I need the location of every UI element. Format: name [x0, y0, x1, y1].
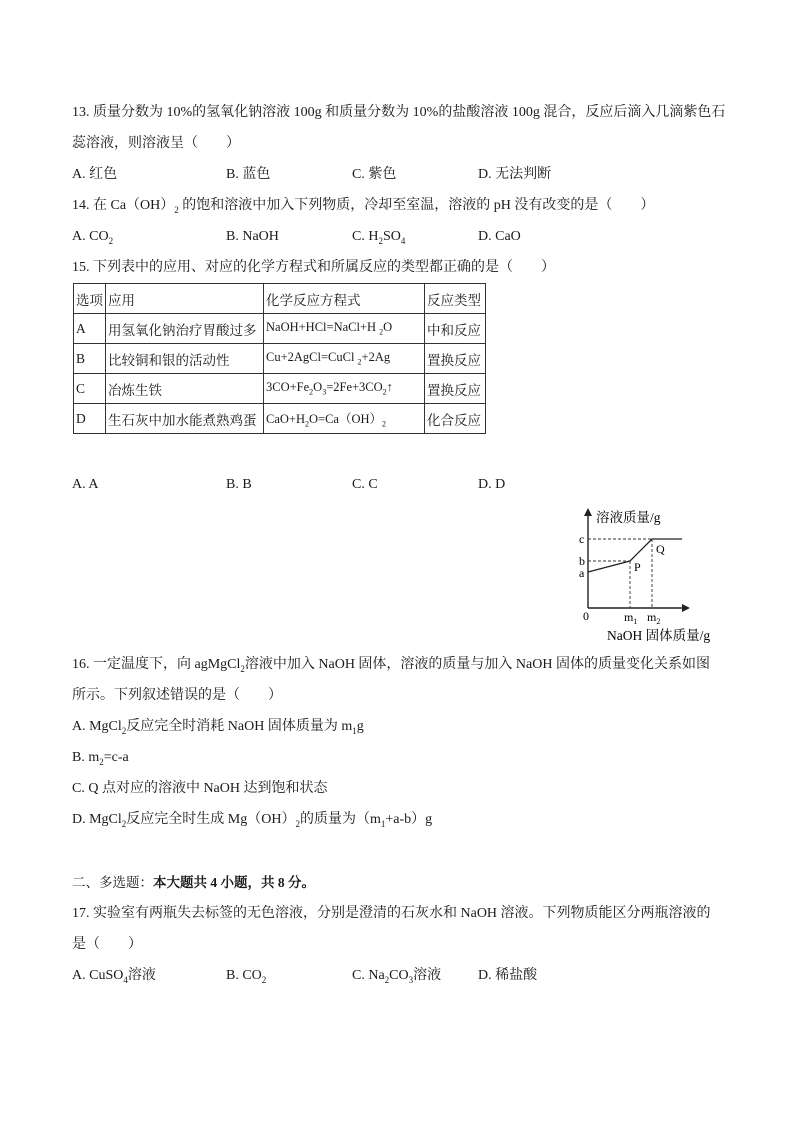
row-application: 冶炼生铁: [106, 374, 264, 404]
q14-option-a: A. $CO_2$: [72, 229, 114, 246]
q16-option-a: A. MgCl$_2$反应完全时消耗 NaOH 固体质量为 $m_1g$: [72, 719, 364, 736]
header-option: 选项: [74, 284, 106, 314]
q17-option-c: C. $Na_2CO_3$溶液: [352, 968, 442, 985]
row-application: 用氢氧化钠治疗胃酸过多: [106, 314, 264, 344]
q16-stem-line1: 16. 一定温度下，向 agMgCl$_2$溶液中加入 NaOH 固体，溶液的质量与加入 NaOH 固体的质量变化关系如图: [72, 657, 710, 674]
q13-stem-line1: 13. 质量分数为 10%的氢氧化钠溶液 100g 和质量分数为 10%的盐酸溶液 100g 混合，反应后滴入几滴紫色石: [72, 105, 726, 120]
table-row: [74, 344, 486, 374]
q13-option-a: A. 红色: [72, 167, 118, 182]
x-axis-label: NaOH 固体质量/g: [607, 628, 711, 643]
origin-label: 0: [583, 609, 589, 623]
row-reaction-type: 置换反应: [425, 344, 486, 374]
q16-option-c: C. Q 点对应的溶液中 NaOH 达到饱和状态: [72, 781, 328, 796]
row-option: A: [74, 314, 106, 344]
q14-option-c: C. $H_2SO_4$: [352, 229, 406, 246]
row-equation: $CaO+H_2O=Ca(OH)_2$: [264, 404, 425, 434]
header-equation: 化学反应方程式: [264, 284, 425, 314]
c-label: c: [579, 532, 585, 546]
q15-option-d: D. D: [478, 477, 506, 492]
b-label: b: [579, 554, 585, 568]
q15-option-c: C. C: [352, 477, 378, 492]
q14-stem: 14. 在 $Ca(OH)_2$ 的饱和溶液中加入下列物质，冷却至室温，溶液的 pH 没有改变的是（ ）: [72, 198, 655, 215]
table-row: [74, 314, 486, 344]
a-label: a: [579, 566, 585, 580]
q13-option-c: C. 紫色: [352, 167, 397, 182]
point-q-label: Q: [656, 542, 665, 556]
point-p-label: P: [634, 560, 641, 574]
q17-stem-line1: 17. 实验室有两瓶失去标签的无色溶液，分别是澄清的石灰水和 NaOH 溶液。下列物质能区分两瓶溶液的: [72, 906, 711, 921]
q17-option-d: D. 稀盐酸: [478, 968, 538, 983]
q14-option-d: D. CaO: [478, 229, 521, 244]
q16-option-d: D. MgCl$_2$反应完全时生成 $Mg(OH)_2$的质量为$(m_1+a-b)g$: [72, 812, 433, 829]
table-header-row: [74, 284, 486, 314]
header-reaction-type: 反应类型: [425, 284, 486, 314]
q16-option-b: B. $m_2=c-a$: [72, 750, 129, 767]
row-equation: NaOH+HCl=NaCl+H $_2$O: [264, 314, 425, 344]
q13-option-d: D. 无法判断: [478, 167, 552, 182]
m1-label: $m_1$: [624, 610, 638, 626]
m2-label: $m_2$: [647, 610, 661, 626]
y-axis-label: 溶液质量/g: [596, 510, 661, 525]
header-application: 应用: [106, 284, 264, 314]
section-2-heading: 二、多选题：本大题共 4 小题，共 8 分。: [72, 875, 315, 890]
row-option: B: [74, 344, 106, 374]
q15-option-b: B. B: [226, 477, 252, 492]
row-application: 生石灰中加水能煮熟鸡蛋: [106, 404, 264, 434]
q13-option-b: B. 蓝色: [226, 167, 271, 182]
row-reaction-type: 中和反应: [425, 314, 486, 344]
q17-option-b: B. $CO_2$: [226, 968, 267, 985]
row-reaction-type: 置换反应: [425, 374, 486, 404]
table-row: [74, 374, 486, 404]
q15-stem: 15. 下列表中的应用、对应的化学方程式和所属反应的类型都正确的是（ ）: [72, 260, 555, 275]
row-equation: Cu+2AgCl=CuCl $_2$+2Ag: [264, 344, 425, 374]
q17-option-a: A. CuSO$_4$溶液: [72, 968, 156, 985]
q15-table: [73, 283, 486, 434]
q16-stem-line2: 所示。下列叙述错误的是（ ）: [72, 688, 282, 703]
row-reaction-type: 化合反应: [425, 404, 486, 434]
q16-graph: [570, 500, 740, 650]
row-option: C: [74, 374, 106, 404]
row-application: 比较铜和银的活动性: [106, 344, 264, 374]
q17-stem-line2: 是（ ）: [72, 937, 142, 952]
row-option: D: [74, 404, 106, 434]
row-equation: $3CO+Fe_2O_3=2Fe+3CO_2↑$: [264, 374, 425, 404]
q13-stem-line2: 蕊溶液，则溶液呈（ ）: [72, 136, 240, 151]
q14-option-b: B. NaOH: [226, 229, 279, 244]
q15-option-a: A. A: [72, 477, 99, 492]
table-row: [74, 404, 486, 434]
